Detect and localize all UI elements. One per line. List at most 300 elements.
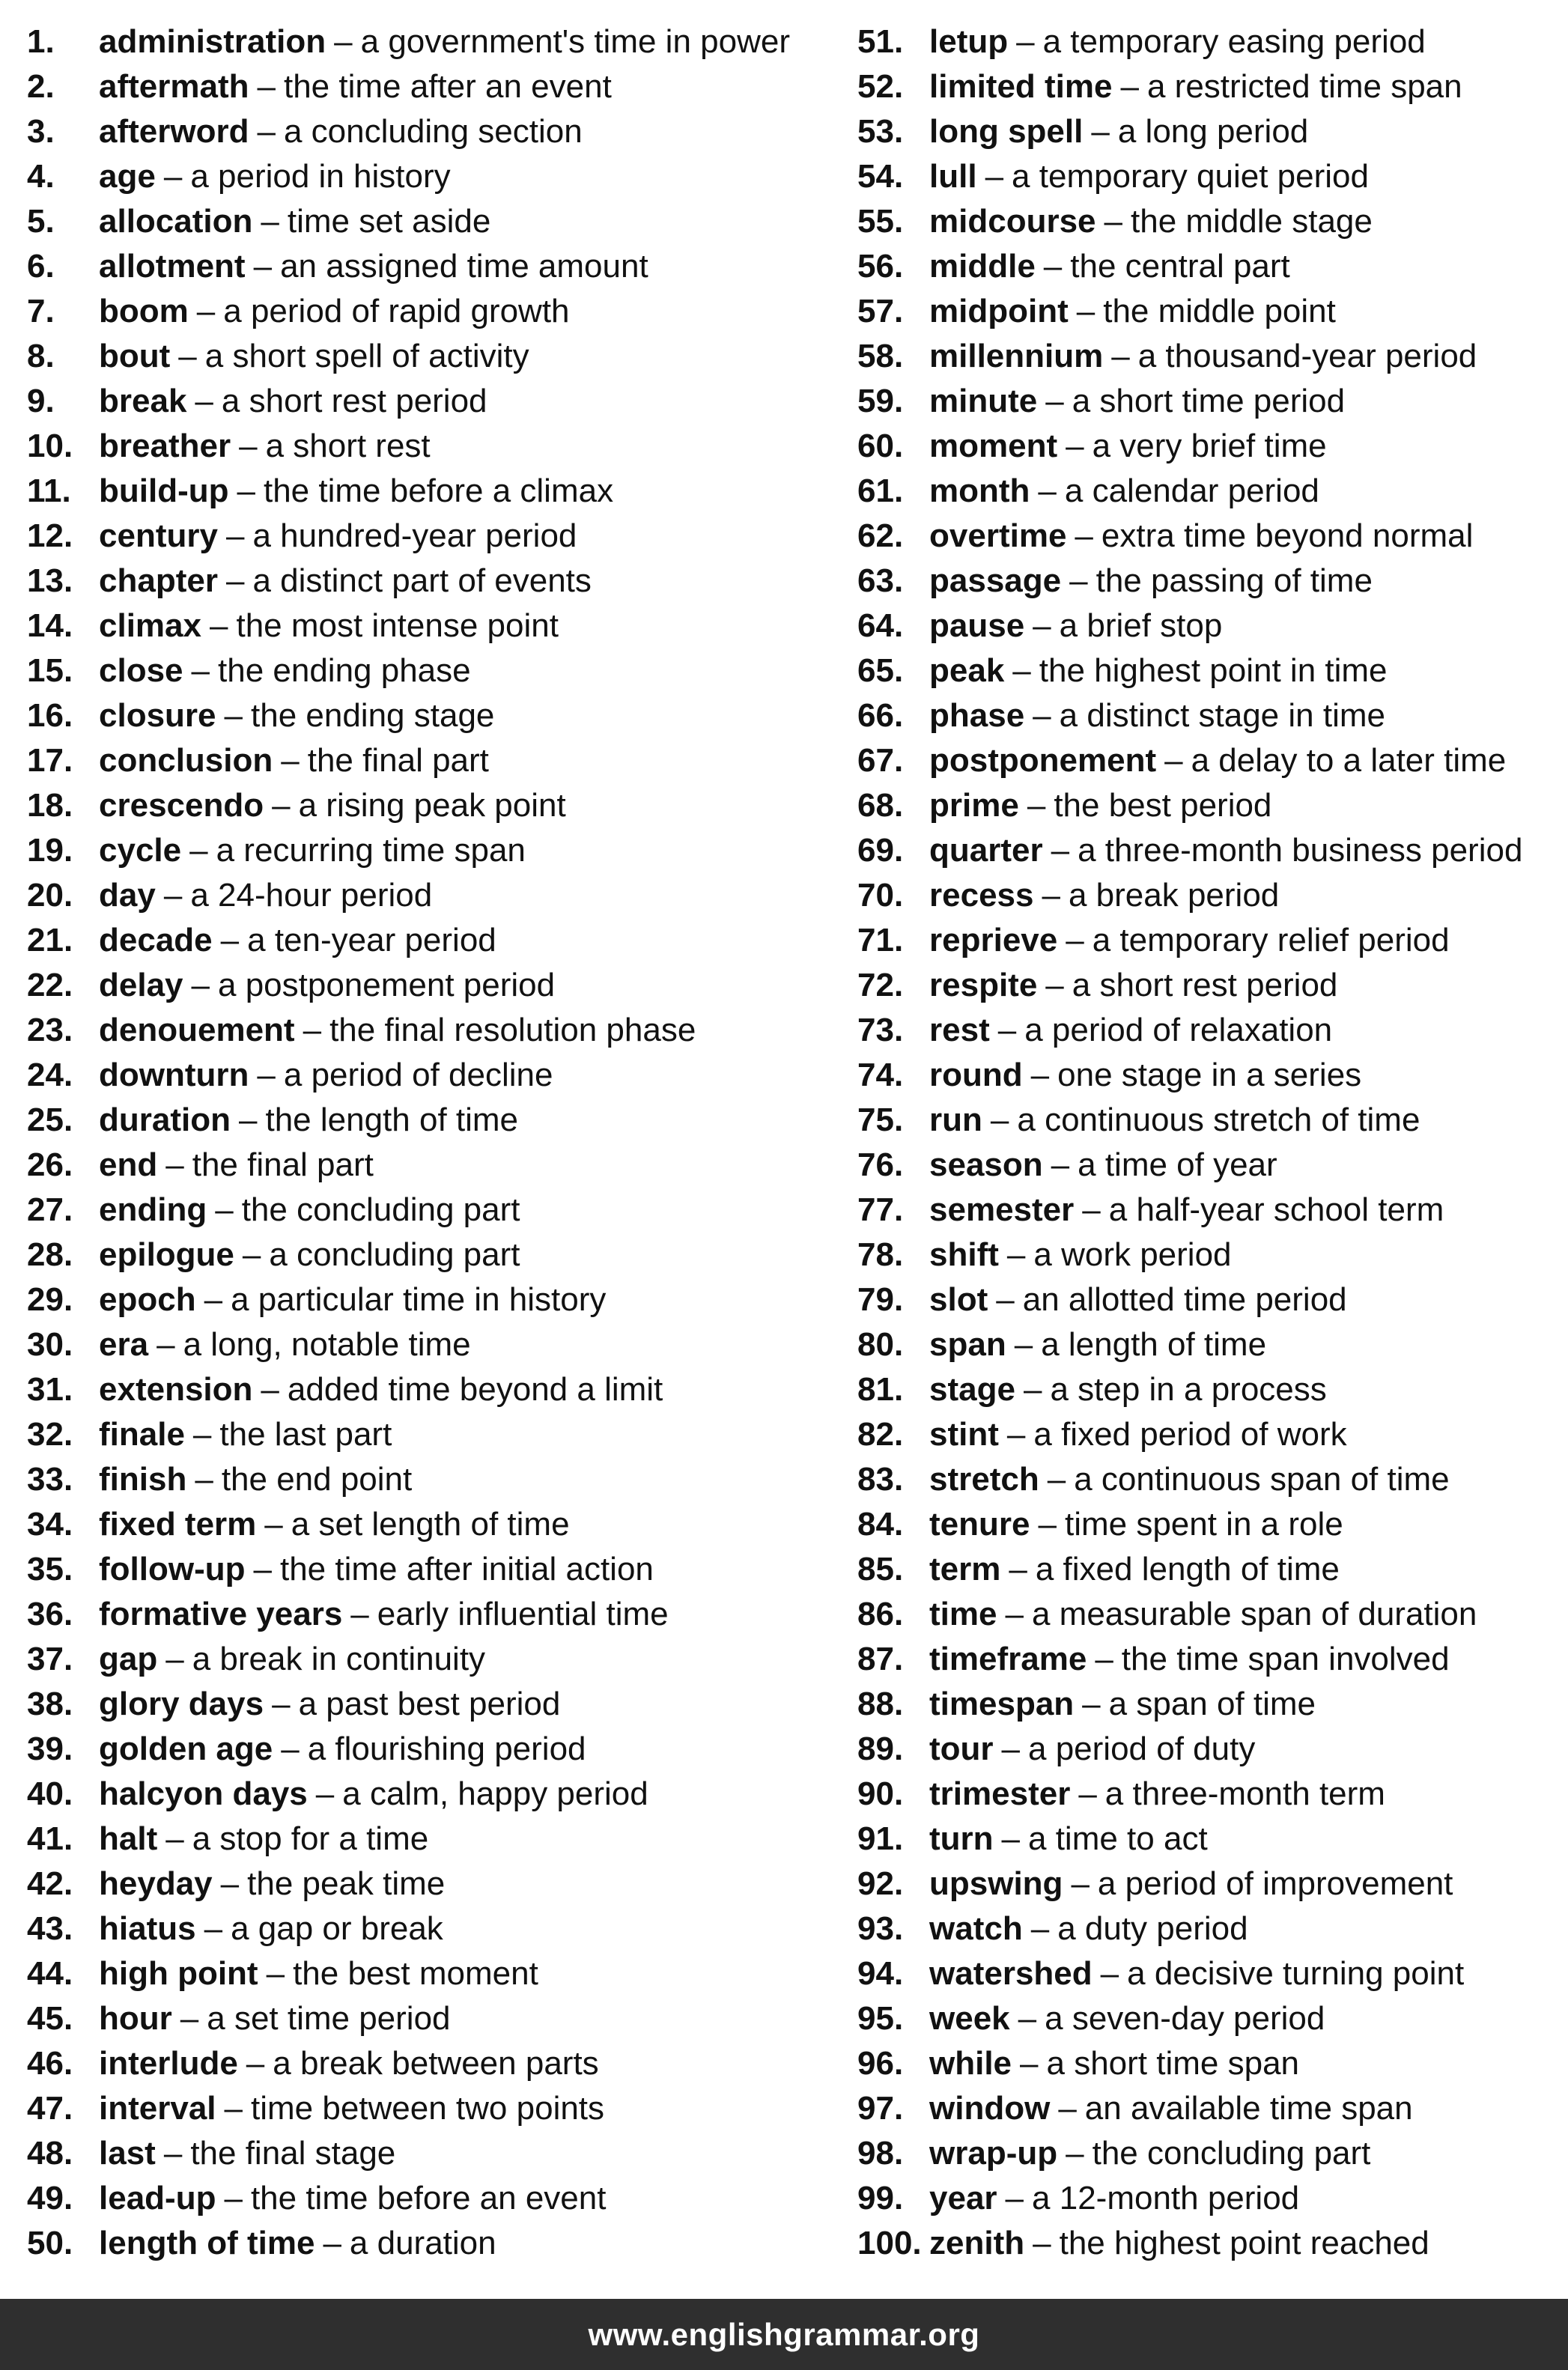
item-number: 42.	[27, 1865, 73, 1902]
item-separator: –	[1075, 517, 1093, 554]
item-number: 46.	[27, 2045, 73, 2082]
item-separator: –	[985, 158, 1004, 195]
item-text	[929, 1277, 1347, 1322]
list-item	[857, 244, 1554, 289]
item-text	[99, 693, 494, 738]
item-separator: –	[257, 68, 276, 105]
item-definition: a 24-hour period	[190, 877, 433, 914]
item-word: wrap-up	[929, 2135, 1058, 2172]
item-word: minute	[929, 383, 1038, 419]
item-number: 41.	[27, 1820, 73, 1857]
item-definition: a short time span	[1046, 2045, 1300, 2082]
item-definition: an available time span	[1084, 2090, 1413, 2127]
item-number: 32.	[27, 1416, 73, 1453]
item-definition: a measurable span of duration	[1031, 1596, 1477, 1632]
item-definition: time set aside	[287, 203, 491, 240]
item-number: 39.	[27, 1731, 73, 1767]
item-text	[929, 424, 1327, 469]
list-item	[857, 1143, 1554, 1188]
item-definition: time between two points	[251, 2090, 605, 2127]
list-item	[857, 1457, 1554, 1502]
item-word: finish	[99, 1461, 187, 1498]
item-word: while	[929, 2045, 1012, 2082]
item-number: 15.	[27, 652, 73, 689]
list-item	[857, 1682, 1554, 1727]
item-text	[99, 64, 612, 109]
item-word: interval	[99, 2090, 216, 2127]
item-number: 6.	[27, 248, 55, 285]
item-text	[929, 1547, 1340, 1592]
item-word: gap	[99, 1641, 158, 1677]
item-word: breather	[99, 428, 231, 464]
item-text	[929, 1412, 1347, 1457]
item-word: trimester	[929, 1775, 1071, 1812]
item-separator: –	[1051, 1146, 1070, 1183]
list-item	[857, 1502, 1554, 1547]
list-item	[857, 559, 1554, 604]
item-text	[99, 379, 487, 424]
item-definition: a three-month business period	[1078, 832, 1523, 869]
item-word: hiatus	[99, 1910, 196, 1947]
item-text	[929, 559, 1373, 604]
item-separator: –	[1047, 1461, 1066, 1498]
item-number: 37.	[27, 1641, 73, 1677]
item-number: 53.	[857, 113, 904, 150]
item-separator: –	[1100, 1955, 1119, 1992]
item-definition: a span of time	[1108, 1686, 1316, 1722]
item-number: 83.	[857, 1461, 904, 1498]
item-definition: a period of decline	[283, 1057, 553, 1093]
item-separator: –	[209, 607, 228, 644]
item-separator: –	[195, 383, 213, 419]
item-definition: a past best period	[298, 1686, 561, 1722]
item-separator: –	[163, 158, 183, 195]
item-definition: a break in continuity	[192, 1641, 486, 1677]
item-text	[99, 873, 432, 918]
item-word: passage	[929, 562, 1062, 599]
item-separator: –	[323, 2225, 341, 2261]
item-number: 2.	[27, 68, 55, 105]
item-separator: –	[242, 1236, 261, 1273]
item-number: 11.	[27, 473, 71, 509]
item-number: 90.	[857, 1775, 904, 1812]
item-definition: the concluding part	[1092, 2135, 1371, 2172]
item-text	[929, 1143, 1277, 1188]
item-word: phase	[929, 697, 1025, 734]
item-separator: –	[997, 1012, 1017, 1048]
item-separator: –	[315, 1775, 335, 1812]
item-number: 81.	[857, 1371, 904, 1408]
item-text	[99, 2041, 599, 2086]
list-item	[27, 1727, 821, 1772]
item-separator: –	[253, 1551, 272, 1587]
list-item	[857, 1188, 1554, 1233]
item-definition: a break between parts	[273, 2045, 599, 2082]
item-word: lead-up	[99, 2180, 216, 2216]
item-number: 98.	[857, 2135, 904, 2172]
item-number: 3.	[27, 113, 55, 150]
item-number: 64.	[857, 607, 904, 644]
list-item	[27, 1277, 821, 1322]
word-list-right-column	[857, 19, 1554, 2266]
item-definition: a long period	[1117, 113, 1309, 150]
item-word: week	[929, 2000, 1010, 2037]
item-text	[929, 1457, 1450, 1502]
list-item	[27, 1951, 821, 1996]
item-separator: –	[225, 562, 245, 599]
item-number: 68.	[857, 787, 904, 824]
item-word: climax	[99, 607, 201, 644]
item-number: 19.	[27, 832, 73, 869]
item-separator: –	[220, 922, 240, 958]
item-separator: –	[350, 1596, 369, 1632]
item-text	[929, 693, 1385, 738]
item-separator: –	[1082, 1686, 1101, 1722]
item-definition: a period of duty	[1028, 1731, 1256, 1767]
item-text	[929, 1053, 1361, 1098]
item-text	[929, 1233, 1232, 1277]
list-item	[27, 1098, 821, 1143]
item-number: 48.	[27, 2135, 73, 2172]
list-item	[27, 289, 821, 334]
item-word: overtime	[929, 517, 1067, 554]
item-separator: –	[1030, 1910, 1050, 1947]
list-item	[27, 828, 821, 873]
list-item	[857, 1592, 1554, 1637]
item-number: 29.	[27, 1281, 73, 1318]
item-separator: –	[1071, 1865, 1090, 1902]
item-word: upswing	[929, 1865, 1063, 1902]
item-text	[99, 1457, 412, 1502]
item-word: chapter	[99, 562, 218, 599]
item-definition: a temporary quiet period	[1012, 158, 1369, 195]
list-item	[857, 424, 1554, 469]
item-number: 72.	[857, 967, 904, 1003]
item-number: 82.	[857, 1416, 904, 1453]
list-item	[27, 1188, 821, 1233]
list-item	[857, 1277, 1554, 1322]
item-word: turn	[929, 1820, 994, 1857]
item-text	[929, 1322, 1266, 1367]
item-separator: –	[1104, 203, 1122, 240]
item-text	[929, 1996, 1325, 2041]
item-word: midpoint	[929, 293, 1069, 329]
item-text	[99, 2221, 496, 2266]
item-word: heyday	[99, 1865, 213, 1902]
item-definition: a period of improvement	[1097, 1865, 1453, 1902]
item-word: prime	[929, 787, 1019, 824]
item-number: 45.	[27, 2000, 73, 2037]
item-word: halcyon days	[99, 1775, 308, 1812]
item-definition: a break period	[1068, 877, 1280, 914]
item-text	[929, 2131, 1370, 2176]
item-number: 47.	[27, 2090, 73, 2127]
item-number: 77.	[857, 1191, 904, 1228]
item-word: stage	[929, 1371, 1015, 1408]
item-number: 21.	[27, 922, 73, 958]
list-item	[857, 783, 1554, 828]
item-definition: a delay to a later time	[1191, 742, 1507, 779]
item-word: cycle	[99, 832, 182, 869]
item-definition: a set length of time	[291, 1506, 570, 1543]
item-separator: –	[196, 293, 216, 329]
item-separator: –	[1033, 607, 1051, 644]
list-item	[857, 2176, 1554, 2221]
item-text	[929, 1502, 1343, 1547]
word-list-left-column	[27, 19, 821, 2266]
list-item	[857, 1951, 1554, 1996]
list-item	[27, 963, 821, 1008]
item-word: recess	[929, 877, 1034, 914]
item-text	[929, 1098, 1420, 1143]
item-separator: –	[1042, 877, 1060, 914]
list-item	[857, 2041, 1554, 2086]
item-text	[99, 244, 648, 289]
item-word: zenith	[929, 2225, 1025, 2261]
item-number: 30.	[27, 1326, 73, 1363]
item-text	[929, 1862, 1453, 1906]
item-separator: –	[990, 1102, 1009, 1138]
item-word: moment	[929, 428, 1058, 464]
item-number: 22.	[27, 967, 73, 1003]
item-number: 71.	[857, 922, 904, 958]
item-text	[99, 918, 496, 963]
item-number: 14.	[27, 607, 73, 644]
item-text	[99, 1592, 669, 1637]
item-number: 50.	[27, 2225, 73, 2261]
item-number: 59.	[857, 383, 904, 419]
item-word: finale	[99, 1416, 185, 1453]
item-text	[99, 1188, 520, 1233]
item-word: timeframe	[929, 1641, 1087, 1677]
item-number: 5.	[27, 203, 55, 240]
item-number: 16.	[27, 697, 73, 734]
item-word: term	[929, 1551, 1001, 1587]
item-definition: time spent in a role	[1064, 1506, 1343, 1543]
list-item	[857, 334, 1554, 379]
item-separator: –	[192, 1416, 212, 1453]
list-item	[27, 1547, 821, 1592]
item-number: 85.	[857, 1551, 904, 1587]
item-text	[929, 199, 1373, 244]
item-separator: –	[189, 832, 208, 869]
item-separator: –	[1009, 1551, 1027, 1587]
item-word: year	[929, 2180, 997, 2216]
item-text	[99, 1143, 374, 1188]
item-definition: a particular time in history	[231, 1281, 607, 1318]
list-item	[857, 1637, 1554, 1682]
item-text	[99, 424, 431, 469]
item-number: 89.	[857, 1731, 904, 1767]
item-number: 92.	[857, 1865, 904, 1902]
item-definition: a recurring time span	[216, 832, 526, 869]
item-word: long spell	[929, 113, 1084, 150]
item-text	[99, 1277, 606, 1322]
list-item	[857, 604, 1554, 648]
item-text	[99, 559, 592, 604]
item-number: 13.	[27, 562, 73, 599]
item-separator: –	[1012, 652, 1031, 689]
item-number: 18.	[27, 787, 73, 824]
item-text	[929, 738, 1506, 783]
item-definition: the concluding part	[241, 1191, 520, 1228]
item-definition: a step in a process	[1050, 1371, 1327, 1408]
list-item	[857, 289, 1554, 334]
item-definition: extra time beyond normal	[1101, 517, 1474, 554]
item-text	[99, 334, 529, 379]
item-text	[929, 918, 1450, 963]
item-word: semester	[929, 1191, 1075, 1228]
list-item	[27, 2221, 821, 2266]
item-definition: a short rest period	[221, 383, 487, 419]
item-text	[929, 109, 1308, 154]
list-item	[27, 1592, 821, 1637]
item-word: tour	[929, 1731, 994, 1767]
item-text	[929, 1772, 1385, 1817]
item-text	[929, 963, 1337, 1008]
item-text	[99, 1727, 586, 1772]
list-item	[27, 154, 821, 199]
item-separator: –	[253, 248, 273, 285]
item-separator: –	[1033, 697, 1051, 734]
item-number: 80.	[857, 1326, 904, 1363]
item-text	[929, 1817, 1208, 1862]
item-word: epoch	[99, 1281, 196, 1318]
item-text	[929, 379, 1345, 424]
item-word: rest	[929, 1012, 990, 1048]
item-word: span	[929, 1326, 1006, 1363]
list-item	[857, 1906, 1554, 1951]
item-word: bout	[99, 338, 171, 374]
item-definition: the best period	[1054, 787, 1272, 824]
item-number: 28.	[27, 1236, 73, 1273]
item-text	[99, 19, 790, 64]
item-definition: a rising peak point	[298, 787, 566, 824]
item-text	[99, 1682, 560, 1727]
item-word: round	[929, 1057, 1023, 1093]
item-separator: –	[303, 1012, 322, 1048]
item-text	[929, 783, 1271, 828]
item-separator: –	[264, 1506, 283, 1543]
item-definition: a temporary relief period	[1092, 922, 1450, 958]
item-definition: the ending phase	[218, 652, 471, 689]
item-word: millennium	[929, 338, 1104, 374]
item-separator: –	[1001, 1731, 1021, 1767]
item-text	[929, 1682, 1316, 1727]
item-text	[99, 604, 559, 648]
item-number: 100.	[857, 2225, 922, 2261]
item-text	[99, 154, 451, 199]
list-item	[27, 604, 821, 648]
item-text	[929, 19, 1426, 64]
list-item	[27, 1053, 821, 1098]
list-item	[27, 1233, 821, 1277]
item-separator: –	[281, 1731, 300, 1767]
item-text	[99, 1862, 445, 1906]
list-item	[857, 64, 1554, 109]
item-definition: a long, notable time	[183, 1326, 471, 1363]
item-text	[929, 828, 1522, 873]
item-definition: a seven-day period	[1045, 2000, 1325, 2037]
item-word: watershed	[929, 1955, 1093, 1992]
item-separator: –	[1111, 338, 1130, 374]
item-separator: –	[178, 338, 197, 374]
item-word: denouement	[99, 1012, 295, 1048]
item-separator: –	[1069, 562, 1088, 599]
item-text	[929, 2221, 1429, 2266]
item-text	[929, 514, 1473, 559]
item-text	[929, 469, 1319, 514]
item-number: 84.	[857, 1506, 904, 1543]
item-number: 20.	[27, 877, 73, 914]
item-word: month	[929, 473, 1030, 509]
item-number: 54.	[857, 158, 904, 195]
item-text	[99, 1098, 518, 1143]
list-item	[27, 648, 821, 693]
item-definition: the length of time	[265, 1102, 519, 1138]
item-separator: –	[1005, 1596, 1024, 1632]
list-item	[27, 1008, 821, 1053]
item-definition: a calendar period	[1064, 473, 1319, 509]
item-word: pause	[929, 607, 1025, 644]
item-word: era	[99, 1326, 149, 1363]
item-separator: –	[180, 2000, 199, 2037]
item-word: timespan	[929, 1686, 1075, 1722]
item-separator: –	[272, 787, 291, 824]
item-text	[99, 514, 577, 559]
item-definition: the highest point in time	[1039, 652, 1388, 689]
item-word: slot	[929, 1281, 988, 1318]
item-separator: –	[1020, 2045, 1039, 2082]
item-definition: a flourishing period	[307, 1731, 586, 1767]
item-separator: –	[1030, 1057, 1050, 1093]
item-word: lull	[929, 158, 977, 195]
item-separator: –	[224, 2180, 243, 2216]
item-number: 55.	[857, 203, 904, 240]
item-word: aftermath	[99, 68, 249, 105]
item-separator: –	[224, 697, 243, 734]
item-definition: the middle stage	[1131, 203, 1373, 240]
item-text	[99, 1502, 570, 1547]
item-definition: a very brief time	[1092, 428, 1327, 464]
item-definition: early influential time	[377, 1596, 669, 1632]
list-item	[27, 1906, 821, 1951]
footer-website: www.englishgrammar.org	[588, 2316, 980, 2352]
item-number: 12.	[27, 517, 73, 554]
item-text	[99, 648, 471, 693]
item-separator: –	[1066, 922, 1084, 958]
item-number: 56.	[857, 248, 904, 285]
item-number: 27.	[27, 1191, 73, 1228]
item-text	[929, 244, 1290, 289]
item-separator: –	[1120, 68, 1139, 105]
item-text	[929, 1727, 1255, 1772]
list-item	[857, 738, 1554, 783]
list-item	[857, 199, 1554, 244]
item-separator: –	[238, 1102, 258, 1138]
item-text	[99, 828, 526, 873]
item-word: age	[99, 158, 156, 195]
item-separator: –	[334, 23, 353, 60]
item-definition: the final resolution phase	[329, 1012, 696, 1048]
item-text	[99, 289, 570, 334]
item-separator: –	[163, 2135, 183, 2172]
item-number: 63.	[857, 562, 904, 599]
item-text	[929, 873, 1279, 918]
item-definition: a duty period	[1057, 1910, 1248, 1947]
item-definition: a three-month term	[1104, 1775, 1385, 1812]
item-text	[929, 154, 1369, 199]
